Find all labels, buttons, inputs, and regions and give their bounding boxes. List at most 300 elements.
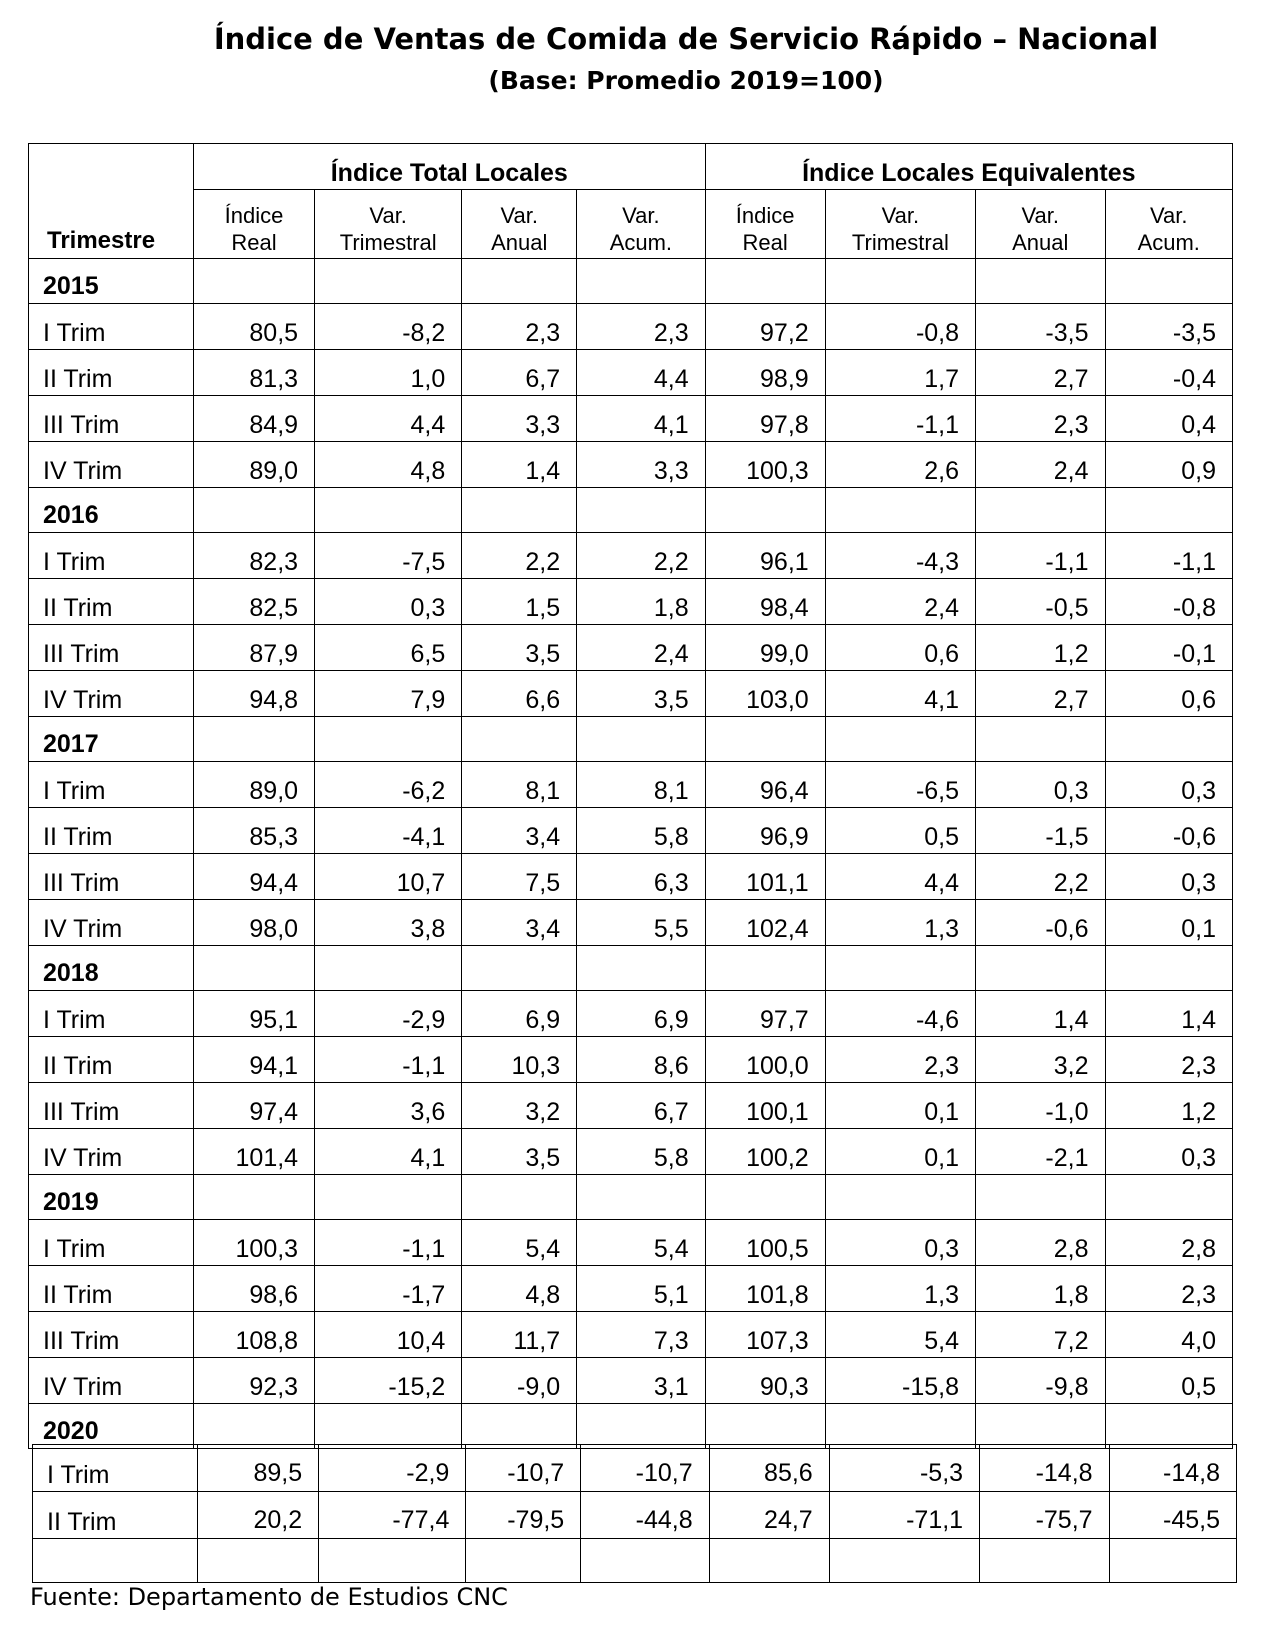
value-cell: 2,7	[976, 350, 1105, 396]
value-cell: 2,6	[825, 442, 975, 488]
value-cell: 4,4	[315, 396, 462, 442]
value-cell: -1,1	[976, 533, 1105, 579]
value-cell: -4,1	[315, 808, 462, 854]
value-cell: 5,4	[577, 1220, 705, 1266]
empty-cell	[462, 946, 577, 991]
empty-cell	[577, 259, 705, 304]
empty-cell	[825, 259, 975, 304]
empty-cell	[825, 1175, 975, 1220]
quarter-label: IV Trim	[29, 900, 194, 946]
value-cell: 6,9	[462, 991, 577, 1037]
value-cell: -1,1	[1105, 533, 1233, 579]
value-cell: 100,3	[193, 1220, 314, 1266]
value-cell: -4,3	[825, 533, 975, 579]
value-cell: 97,4	[193, 1083, 314, 1129]
value-cell: -9,0	[462, 1358, 577, 1404]
table-row	[29, 625, 1233, 671]
header-col-0	[193, 190, 314, 259]
source-note: Fuente: Departamento de Estudios CNC	[30, 1583, 508, 1611]
value-cell: 3,5	[462, 1129, 577, 1175]
empty-cell	[1109, 1539, 1236, 1583]
empty-cell	[319, 1539, 466, 1583]
empty-cell	[976, 1404, 1105, 1449]
empty-cell	[976, 488, 1105, 533]
value-cell: 0,3	[315, 579, 462, 625]
value-cell: -14,8	[1109, 1445, 1236, 1492]
value-cell: 10,7	[315, 854, 462, 900]
value-cell: 2,3	[976, 396, 1105, 442]
value-cell: -0,8	[825, 304, 975, 350]
value-cell: -15,8	[825, 1358, 975, 1404]
value-cell: 0,3	[1105, 1129, 1233, 1175]
value-cell: -0,4	[1105, 350, 1233, 396]
quarter-label: IV Trim	[29, 442, 194, 488]
value-cell: 100,3	[705, 442, 825, 488]
header-col-7	[1105, 190, 1233, 259]
table-row	[29, 1083, 1233, 1129]
table-row	[29, 1220, 1233, 1266]
empty-cell	[825, 488, 975, 533]
value-cell: -1,0	[976, 1083, 1105, 1129]
value-cell: 3,6	[315, 1083, 462, 1129]
empty-cell	[197, 1539, 318, 1583]
value-cell: 3,4	[462, 900, 577, 946]
empty-cell	[193, 488, 314, 533]
value-cell: 3,3	[577, 442, 705, 488]
value-cell: 98,0	[193, 900, 314, 946]
empty-cell	[466, 1539, 581, 1583]
value-cell: 4,8	[315, 442, 462, 488]
empty-cell	[462, 1404, 577, 1449]
value-cell: 2,2	[577, 533, 705, 579]
value-cell: 108,8	[193, 1312, 314, 1358]
value-cell: 98,9	[705, 350, 825, 396]
value-cell: 2,4	[976, 442, 1105, 488]
empty-cell	[462, 488, 577, 533]
quarter-label: IV Trim	[29, 1129, 194, 1175]
header-col-line1: Var.	[1021, 203, 1060, 228]
value-cell: 10,4	[315, 1312, 462, 1358]
value-cell: -3,5	[976, 304, 1105, 350]
value-cell: 97,7	[705, 991, 825, 1037]
quarter-label: III Trim	[29, 396, 194, 442]
value-cell: 20,2	[197, 1492, 318, 1539]
value-cell: 7,9	[315, 671, 462, 717]
header-col-2	[462, 190, 577, 259]
value-cell: 101,8	[705, 1266, 825, 1312]
value-cell: 10,3	[462, 1037, 577, 1083]
value-cell: -75,7	[980, 1492, 1109, 1539]
quarter-label: I Trim	[29, 533, 194, 579]
empty-cell	[462, 717, 577, 762]
year-row	[29, 488, 1233, 533]
value-cell: -2,9	[315, 991, 462, 1037]
header-col-line1: Var.	[622, 203, 660, 228]
table-row	[29, 854, 1233, 900]
value-cell: 5,5	[577, 900, 705, 946]
value-cell: 97,8	[705, 396, 825, 442]
value-cell: 80,5	[193, 304, 314, 350]
value-cell: 98,6	[193, 1266, 314, 1312]
value-cell: 90,3	[705, 1358, 825, 1404]
empty-cell	[581, 1539, 709, 1583]
value-cell: 2,4	[825, 579, 975, 625]
value-cell: 3,1	[577, 1358, 705, 1404]
table-row	[29, 1266, 1233, 1312]
value-cell: 0,5	[1105, 1358, 1233, 1404]
value-cell: 1,4	[976, 991, 1105, 1037]
value-cell: -5,3	[829, 1445, 979, 1492]
value-cell: 0,3	[1105, 854, 1233, 900]
value-cell: -0,6	[976, 900, 1105, 946]
value-cell: -6,5	[825, 762, 975, 808]
value-cell: 92,3	[193, 1358, 314, 1404]
empty-cell	[462, 1175, 577, 1220]
value-cell: 0,3	[976, 762, 1105, 808]
value-cell: 101,4	[193, 1129, 314, 1175]
empty-cell	[825, 717, 975, 762]
empty-cell	[315, 259, 462, 304]
value-cell: -7,5	[315, 533, 462, 579]
value-cell: 94,1	[193, 1037, 314, 1083]
quarter-label: III Trim	[29, 854, 194, 900]
value-cell: -10,7	[581, 1445, 709, 1492]
header-group-equivalentes: Índice Locales Equivalentes	[705, 144, 1232, 190]
value-cell: -9,8	[976, 1358, 1105, 1404]
value-cell: 107,3	[705, 1312, 825, 1358]
table-row	[29, 671, 1233, 717]
page-subtitle: (Base: Promedio 2019=100)	[488, 66, 884, 95]
year-label: 2015	[29, 259, 194, 304]
year-row	[29, 1404, 1233, 1449]
value-cell: 2,4	[577, 625, 705, 671]
quarter-label: I Trim	[29, 991, 194, 1037]
value-cell: 82,3	[193, 533, 314, 579]
value-cell: 2,8	[1105, 1220, 1233, 1266]
empty-cell	[193, 946, 314, 991]
value-cell: 5,4	[825, 1312, 975, 1358]
empty-cell	[976, 946, 1105, 991]
empty-cell	[829, 1539, 979, 1583]
value-cell: -14,8	[980, 1445, 1109, 1492]
empty-cell	[825, 946, 975, 991]
table-row	[29, 1312, 1233, 1358]
header-col-line2: Real	[742, 230, 788, 255]
value-cell: 89,0	[193, 762, 314, 808]
header-col-3	[577, 190, 705, 259]
value-cell: 96,9	[705, 808, 825, 854]
page-title: Índice de Ventas de Comida de Servicio Rápido – Nacional	[213, 22, 1159, 56]
empty-cell	[1105, 488, 1233, 533]
table-row	[33, 1445, 1237, 1492]
table-row	[29, 304, 1233, 350]
year-label: 2020	[29, 1404, 194, 1449]
header-col-line1: Var.	[881, 203, 920, 228]
value-cell: 81,3	[193, 350, 314, 396]
value-cell: 94,4	[193, 854, 314, 900]
value-cell: 1,4	[462, 442, 577, 488]
value-cell: -71,1	[829, 1492, 979, 1539]
value-cell: 4,8	[462, 1266, 577, 1312]
value-cell: 100,5	[705, 1220, 825, 1266]
quarter-label: II Trim	[29, 579, 194, 625]
value-cell: 101,1	[705, 854, 825, 900]
value-cell: 7,5	[462, 854, 577, 900]
header-col-line1: Var.	[500, 203, 538, 228]
value-cell: -8,2	[315, 304, 462, 350]
empty-cell	[315, 1175, 462, 1220]
value-cell: 95,1	[193, 991, 314, 1037]
table-row	[29, 442, 1233, 488]
value-cell: 3,2	[462, 1083, 577, 1129]
value-cell: 96,1	[705, 533, 825, 579]
header-col-line2: Trimestral	[339, 230, 437, 255]
empty-cell	[33, 1539, 198, 1583]
value-cell: 1,4	[1105, 991, 1233, 1037]
value-cell: 1,0	[315, 350, 462, 396]
value-cell: 100,1	[705, 1083, 825, 1129]
table-row	[29, 762, 1233, 808]
value-cell: 2,3	[577, 304, 705, 350]
value-cell: -0,6	[1105, 808, 1233, 854]
empty-cell	[709, 1539, 829, 1583]
header-col-line1: Índice	[735, 203, 795, 228]
empty-cell	[705, 488, 825, 533]
value-cell: 6,7	[462, 350, 577, 396]
value-cell: -0,1	[1105, 625, 1233, 671]
value-cell: 4,0	[1105, 1312, 1233, 1358]
quarter-label: II Trim	[29, 808, 194, 854]
value-cell: -1,1	[315, 1037, 462, 1083]
year-row	[29, 259, 1233, 304]
value-cell: 6,5	[315, 625, 462, 671]
empty-cell	[705, 259, 825, 304]
value-cell: 0,9	[1105, 442, 1233, 488]
value-cell: 3,5	[577, 671, 705, 717]
value-cell: 84,9	[193, 396, 314, 442]
value-cell: 2,3	[825, 1037, 975, 1083]
value-cell: 4,1	[825, 671, 975, 717]
table-row	[33, 1492, 1237, 1539]
value-cell: 85,6	[709, 1445, 829, 1492]
header-col-line1: Índice	[224, 203, 284, 228]
empty-cell	[976, 1175, 1105, 1220]
empty-cell	[976, 717, 1105, 762]
value-cell: 0,1	[825, 1083, 975, 1129]
value-cell: 0,1	[1105, 900, 1233, 946]
value-cell: 2,2	[462, 533, 577, 579]
table-row	[29, 991, 1233, 1037]
value-cell: 6,9	[577, 991, 705, 1037]
value-cell: 96,4	[705, 762, 825, 808]
table-row	[29, 1129, 1233, 1175]
value-cell: 2,8	[976, 1220, 1105, 1266]
header-col-4	[705, 190, 825, 259]
value-cell: -1,1	[825, 396, 975, 442]
value-cell: 89,0	[193, 442, 314, 488]
header-col-line1: Var.	[369, 203, 407, 228]
year-row	[29, 946, 1233, 991]
empty-cell	[1105, 717, 1233, 762]
empty-cell	[980, 1539, 1109, 1583]
quarter-label: III Trim	[29, 1083, 194, 1129]
quarter-label: III Trim	[29, 625, 194, 671]
year-label: 2019	[29, 1175, 194, 1220]
quarter-label: II Trim	[29, 1037, 194, 1083]
value-cell: 1,2	[1105, 1083, 1233, 1129]
empty-cell	[1105, 946, 1233, 991]
header-col-line2: Trimestral	[851, 230, 949, 255]
year-row	[29, 1175, 1233, 1220]
value-cell: 24,7	[709, 1492, 829, 1539]
value-cell: -79,5	[466, 1492, 581, 1539]
value-cell: 0,1	[825, 1129, 975, 1175]
table-2020	[32, 1444, 1237, 1583]
value-cell: 2,3	[1105, 1266, 1233, 1312]
value-cell: 8,1	[462, 762, 577, 808]
value-cell: -15,2	[315, 1358, 462, 1404]
value-cell: 0,5	[825, 808, 975, 854]
header-col-line2: Acum.	[609, 230, 673, 255]
value-cell: 3,2	[976, 1037, 1105, 1083]
value-cell: 98,4	[705, 579, 825, 625]
value-cell: -1,7	[315, 1266, 462, 1312]
value-cell: 5,8	[577, 808, 705, 854]
value-cell: 97,2	[705, 304, 825, 350]
value-cell: 6,7	[577, 1083, 705, 1129]
value-cell: -44,8	[581, 1492, 709, 1539]
value-cell: 5,1	[577, 1266, 705, 1312]
empty-cell	[577, 946, 705, 991]
value-cell: 103,0	[705, 671, 825, 717]
value-cell: 2,2	[976, 854, 1105, 900]
empty-cell	[976, 259, 1105, 304]
empty-cell	[315, 946, 462, 991]
empty-cell	[193, 259, 314, 304]
empty-cell	[577, 488, 705, 533]
table-row	[29, 808, 1233, 854]
quarter-label: III Trim	[29, 1312, 194, 1358]
value-cell: 5,4	[462, 1220, 577, 1266]
value-cell: 7,2	[976, 1312, 1105, 1358]
table-row	[29, 1358, 1233, 1404]
empty-cell	[315, 488, 462, 533]
value-cell: 2,3	[462, 304, 577, 350]
value-cell: 1,7	[825, 350, 975, 396]
quarter-label: I Trim	[29, 762, 194, 808]
value-cell: 0,3	[1105, 762, 1233, 808]
header-trimestre: Trimestre	[29, 144, 194, 259]
value-cell: -0,8	[1105, 579, 1233, 625]
empty-cell	[825, 1404, 975, 1449]
header-col-line2: Anual	[1012, 230, 1069, 255]
header-col-line1: Var.	[1149, 203, 1188, 228]
value-cell: -3,5	[1105, 304, 1233, 350]
empty-cell	[705, 1175, 825, 1220]
value-cell: -2,1	[976, 1129, 1105, 1175]
index-table	[28, 143, 1233, 1449]
empty-cell	[315, 717, 462, 762]
year-label: 2016	[29, 488, 194, 533]
header-col-line2: Acum.	[1137, 230, 1200, 255]
value-cell: 8,6	[577, 1037, 705, 1083]
value-cell: 2,7	[976, 671, 1105, 717]
empty-cell	[577, 1175, 705, 1220]
empty-cell	[1105, 1404, 1233, 1449]
quarter-label: IV Trim	[29, 1358, 194, 1404]
value-cell: -2,9	[319, 1445, 466, 1492]
value-cell: 85,3	[193, 808, 314, 854]
value-cell: 0,6	[825, 625, 975, 671]
quarter-label: II Trim	[33, 1492, 198, 1539]
value-cell: -1,5	[976, 808, 1105, 854]
value-cell: 1,8	[577, 579, 705, 625]
value-cell: 82,5	[193, 579, 314, 625]
quarter-label: II Trim	[29, 350, 194, 396]
value-cell: -10,7	[466, 1445, 581, 1492]
value-cell: 4,4	[577, 350, 705, 396]
year-row	[29, 717, 1233, 762]
value-cell: 5,8	[577, 1129, 705, 1175]
table-row	[29, 579, 1233, 625]
value-cell: -1,1	[315, 1220, 462, 1266]
empty-cell	[1105, 259, 1233, 304]
value-cell: 0,6	[1105, 671, 1233, 717]
value-cell: 102,4	[705, 900, 825, 946]
quarter-label: I Trim	[29, 304, 194, 350]
quarter-label: I Trim	[33, 1445, 198, 1492]
value-cell: 6,6	[462, 671, 577, 717]
header-col-6	[976, 190, 1105, 259]
value-cell: 2,3	[1105, 1037, 1233, 1083]
value-cell: 8,1	[577, 762, 705, 808]
table-row	[29, 350, 1233, 396]
value-cell: -0,5	[976, 579, 1105, 625]
empty-cell	[705, 717, 825, 762]
value-cell: 1,3	[825, 900, 975, 946]
value-cell: 0,3	[825, 1220, 975, 1266]
value-cell: 100,0	[705, 1037, 825, 1083]
value-cell: -6,2	[315, 762, 462, 808]
empty-row	[33, 1539, 1237, 1583]
value-cell: 99,0	[705, 625, 825, 671]
value-cell: -77,4	[319, 1492, 466, 1539]
empty-cell	[705, 946, 825, 991]
empty-cell	[577, 1404, 705, 1449]
table-row	[29, 900, 1233, 946]
table-row	[29, 1037, 1233, 1083]
year-label: 2017	[29, 717, 194, 762]
value-cell: 3,8	[315, 900, 462, 946]
quarter-label: IV Trim	[29, 671, 194, 717]
value-cell: 7,3	[577, 1312, 705, 1358]
empty-cell	[705, 1404, 825, 1449]
value-cell: 1,5	[462, 579, 577, 625]
value-cell: 3,4	[462, 808, 577, 854]
value-cell: 87,9	[193, 625, 314, 671]
value-cell: 3,3	[462, 396, 577, 442]
header-col-1	[315, 190, 462, 259]
header-col-line2: Real	[231, 230, 277, 255]
value-cell: 0,4	[1105, 396, 1233, 442]
value-cell: 4,1	[315, 1129, 462, 1175]
value-cell: 4,4	[825, 854, 975, 900]
empty-cell	[193, 1404, 314, 1449]
header-col-line2: Anual	[491, 230, 548, 255]
empty-cell	[193, 1175, 314, 1220]
value-cell: 4,1	[577, 396, 705, 442]
value-cell: 6,3	[577, 854, 705, 900]
